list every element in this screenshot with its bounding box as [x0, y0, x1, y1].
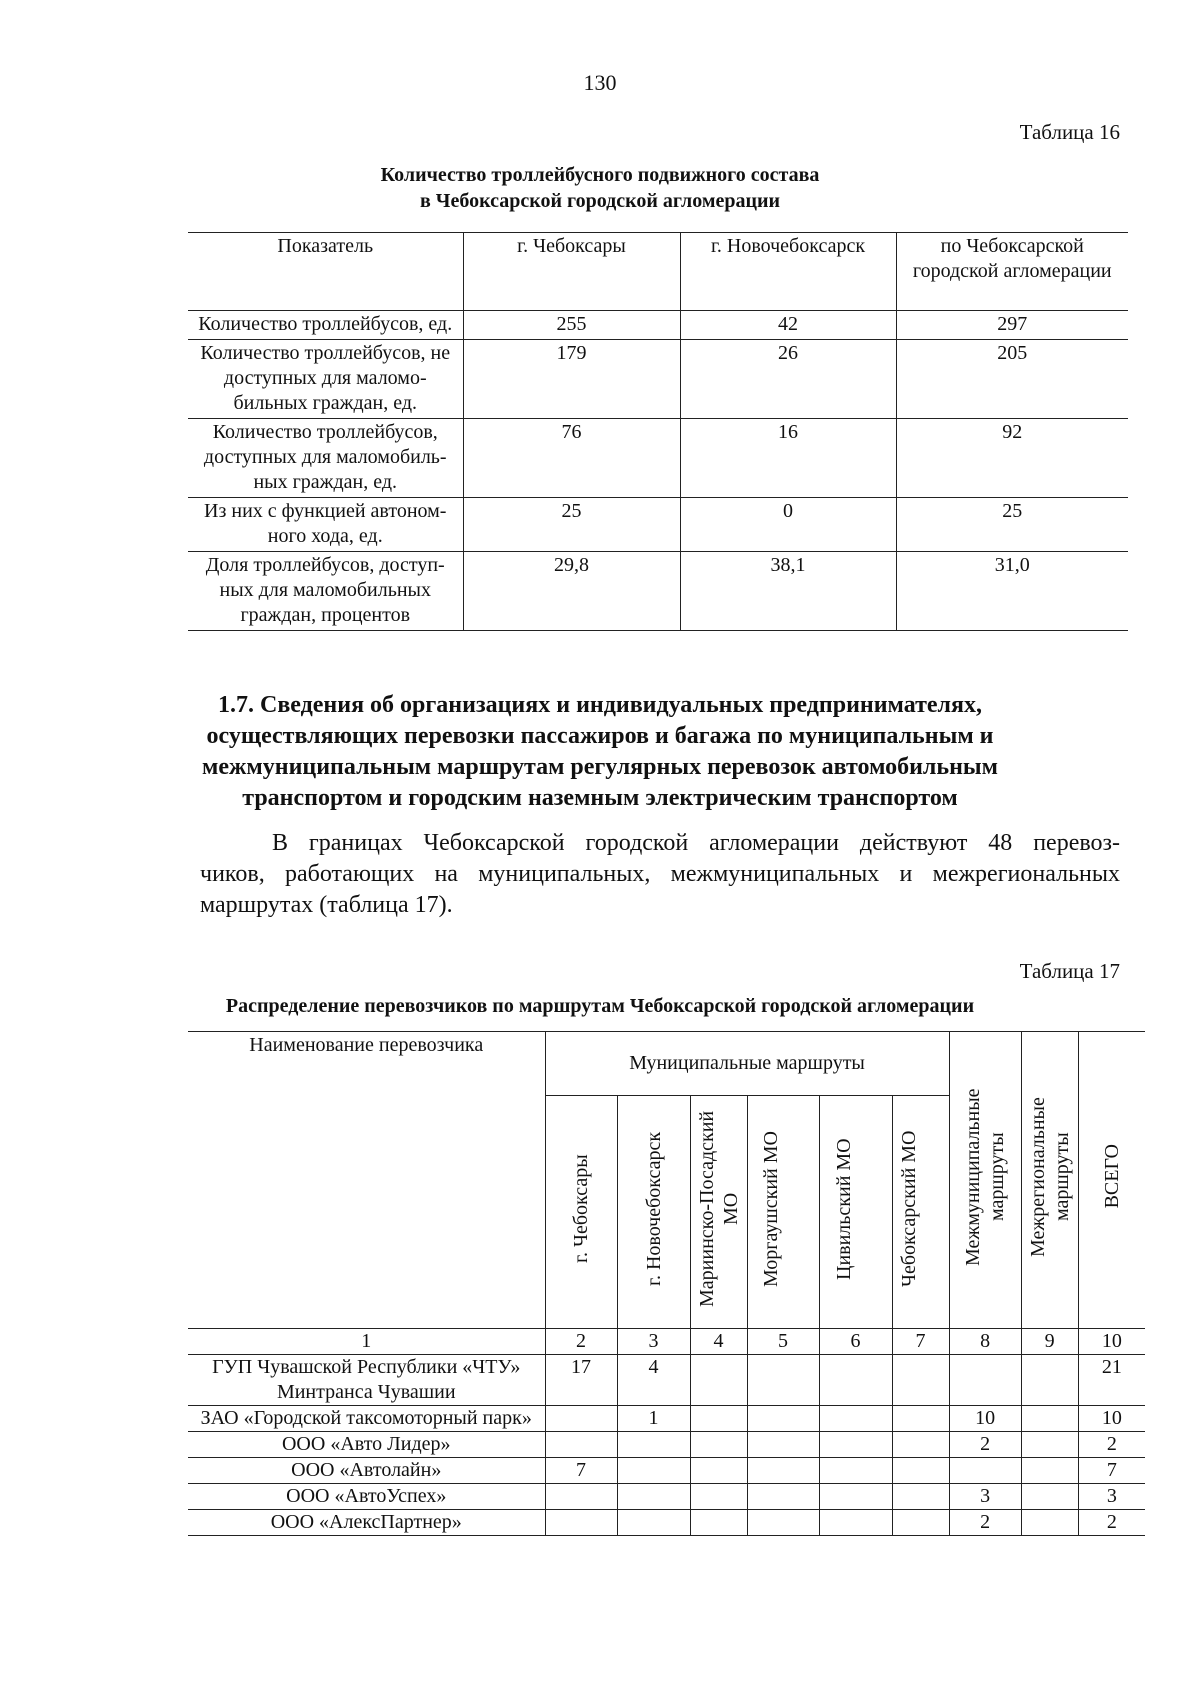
- table16-cell: 179: [463, 340, 680, 419]
- table16-header-novocheboksarsk: г. Новочебоксарск: [680, 233, 896, 311]
- table17-cell: [747, 1458, 819, 1484]
- table17-cell: [617, 1510, 690, 1536]
- table17-cell: [892, 1355, 949, 1406]
- table16-header-agglomeration: по Чебоксарской городской агломерации: [896, 233, 1128, 311]
- table16-cell: 255: [463, 311, 680, 340]
- table17-header-novocheboksarsk-label: г. Новочебоксарск: [642, 1131, 665, 1286]
- table17-cell: [747, 1432, 819, 1458]
- table17-column-number: 1: [188, 1329, 545, 1355]
- table17-header-morgaushsky: [747, 1096, 819, 1329]
- table17-carrier-name: ООО «АлексПартнер»: [188, 1510, 545, 1536]
- table16-row-label: Из них с функцией автоном-ного хода, ед.: [188, 498, 463, 552]
- table17-column-number: 8: [949, 1329, 1021, 1355]
- table16-title-line: Количество троллейбусного подвижного состава: [380, 164, 820, 186]
- table16-row: [188, 498, 1128, 552]
- table17-row: [188, 1458, 1145, 1484]
- table16-row-label: Количество троллейбусов, ед.: [188, 311, 463, 340]
- table17-column-number: 4: [690, 1329, 747, 1355]
- table17-header-row: [188, 1032, 1145, 1096]
- table17-cell: [819, 1355, 892, 1406]
- table17-header-mariinsko-posadsky-label: Мариинско-Посадский МО: [695, 1110, 742, 1307]
- table16-cell: 38,1: [680, 552, 896, 631]
- table17-header-mariinsko-posadsky: [690, 1096, 747, 1329]
- table17-header-carrier: Наименование перевозчика: [188, 1032, 545, 1329]
- table17-cell: [819, 1406, 892, 1432]
- table16-row: [188, 419, 1128, 498]
- table16-caption: Таблица 16: [1019, 120, 1120, 144]
- table16-cell: 16: [680, 419, 896, 498]
- table16-row: [188, 552, 1128, 631]
- table17-cell: 2: [949, 1432, 1021, 1458]
- table17-cell: [819, 1484, 892, 1510]
- table17-cell: [747, 1355, 819, 1406]
- table17-cell: [617, 1484, 690, 1510]
- table17-header-municipal: Муниципальные маршруты: [545, 1032, 949, 1096]
- table16: [188, 232, 1128, 631]
- table16-cell: 42: [680, 311, 896, 340]
- table16-cell: 205: [896, 340, 1128, 419]
- table16-cell: 0: [680, 498, 896, 552]
- table17-cell: [819, 1510, 892, 1536]
- table16-cell: 25: [896, 498, 1128, 552]
- table17-cell: 3: [949, 1484, 1021, 1510]
- paragraph-line: маршрутах (таблица 17).: [200, 892, 453, 918]
- table17-header-cheboksary-label: г. Чебоксары: [570, 1154, 592, 1263]
- table17-row: [188, 1432, 1145, 1458]
- table17-cell: [690, 1510, 747, 1536]
- table17-cell: [892, 1458, 949, 1484]
- table17: [188, 1031, 1145, 1536]
- table17-cell: [690, 1432, 747, 1458]
- table17-header-tsivilsky-label: Цивильский МО: [832, 1137, 855, 1280]
- table17-cell: [1021, 1355, 1078, 1406]
- table16-row-label: Доля троллейбусов, доступ-ных для маломобильных граждан, процентов: [188, 552, 463, 631]
- page-number: 130: [583, 70, 617, 95]
- table17-column-number: 7: [892, 1329, 949, 1355]
- table17-cell: [1021, 1406, 1078, 1432]
- section-paragraph: [200, 828, 1120, 921]
- table17-cell: [747, 1510, 819, 1536]
- table17-cell: [892, 1432, 949, 1458]
- table16-cell: 25: [463, 498, 680, 552]
- table17-cell: [949, 1355, 1021, 1406]
- table16-cell: 31,0: [896, 552, 1128, 631]
- table17-cell: [1021, 1458, 1078, 1484]
- table17-column-number: 10: [1078, 1329, 1145, 1355]
- table17-cell: [747, 1406, 819, 1432]
- table17-cell: [819, 1432, 892, 1458]
- table16-row: [188, 340, 1128, 419]
- table17-carrier-name: ООО «Авто Лидер»: [188, 1432, 545, 1458]
- table16-header-row: [188, 233, 1128, 311]
- table17-row: [188, 1355, 1145, 1406]
- table17-cell: [545, 1510, 617, 1536]
- table17-cell: [1021, 1432, 1078, 1458]
- table16-title: [0, 162, 1200, 214]
- table16-title-line: в Чебоксарской городской агломерации: [419, 190, 781, 212]
- table16-cell: 26: [680, 340, 896, 419]
- paragraph-line: чиков, работающих на муниципальных, межмуниципальных и межрегиональных: [200, 861, 1120, 887]
- table17-cell: [1021, 1484, 1078, 1510]
- table16-cell: 76: [463, 419, 680, 498]
- table17-cell: [892, 1484, 949, 1510]
- section-heading: 1.7. Сведения об организациях и индивидуальных предпринимателях, осуществляющих перевозки пассажиров и багажа по муниципальным и межмуниципальным маршрутам регулярных перевозок автомобильным транспортом и городским наземным электрическим транспортом: [201, 692, 998, 811]
- table17-cell: [819, 1458, 892, 1484]
- table17-row: [188, 1406, 1145, 1432]
- table17-cell: [690, 1484, 747, 1510]
- table17-column-number: 9: [1021, 1329, 1078, 1355]
- table17-header-interregional: [1021, 1032, 1078, 1329]
- table17-column-numbers-row: [188, 1329, 1145, 1355]
- table17-column-number: 3: [617, 1329, 690, 1355]
- table17-row: [188, 1510, 1145, 1536]
- table17-cell: 21: [1078, 1355, 1145, 1406]
- table16-row: [188, 311, 1128, 340]
- table17-cell: 1: [617, 1406, 690, 1432]
- table17-cell: [747, 1484, 819, 1510]
- table17-cell: [892, 1406, 949, 1432]
- table16-row-label: Количество троллейбусов, доступных для маломобиль-ных граждан, ед.: [188, 419, 463, 498]
- table17-cell: 10: [1078, 1406, 1145, 1432]
- table16-row-label: Количество троллейбусов, не доступных для маломо-бильных граждан, ед.: [188, 340, 463, 419]
- table17-carrier-name: ООО «Автолайн»: [188, 1458, 545, 1484]
- table17-cell: [690, 1458, 747, 1484]
- table17-cell: [892, 1510, 949, 1536]
- table17-cell: [617, 1432, 690, 1458]
- table17-cell: 10: [949, 1406, 1021, 1432]
- table17-cell: [545, 1406, 617, 1432]
- table17-carrier-name: ООО «АвтоУспех»: [188, 1484, 545, 1510]
- table17-cell: 2: [949, 1510, 1021, 1536]
- table17-column-number: 5: [747, 1329, 819, 1355]
- table17-header-cheboksarsky: [892, 1096, 949, 1329]
- paragraph-line: В границах Чебоксарской городской агломерации действуют 48 перевоз-: [272, 830, 1120, 856]
- table17-column-number: 6: [819, 1329, 892, 1355]
- table17-cell: [545, 1484, 617, 1510]
- table17-cell: 17: [545, 1355, 617, 1406]
- table17-header-interregional-label: Межрегиональные маршруты: [1026, 1096, 1073, 1257]
- table17-caption: Таблица 17: [1019, 959, 1120, 983]
- table17-cell: 4: [617, 1355, 690, 1406]
- table17-column-number: 2: [545, 1329, 617, 1355]
- table16-cell: 29,8: [463, 552, 680, 631]
- table16-header-indicator: Показатель: [188, 233, 463, 311]
- table17-cell: [949, 1458, 1021, 1484]
- table17-cell: [617, 1458, 690, 1484]
- table16-cell: 92: [896, 419, 1128, 498]
- table17-cell: [545, 1432, 617, 1458]
- table17-header-intermunicipal-label: Межмуниципальные маршруты: [962, 1087, 1009, 1266]
- table17-title: Распределение перевозчиков по маршрутам Чебоксарской городской агломерации: [225, 995, 975, 1017]
- table17-cell: 7: [1078, 1458, 1145, 1484]
- table17-cell: 3: [1078, 1484, 1145, 1510]
- table17-header-morgaushsky-label: Моргаушский МО: [760, 1130, 782, 1287]
- table17-cell: 2: [1078, 1432, 1145, 1458]
- table17-header-tsivilsky: [819, 1096, 892, 1329]
- table17-cell: [690, 1406, 747, 1432]
- table17-carrier-name: ЗАО «Городской таксомоторный парк»: [188, 1406, 545, 1432]
- table17-cell: 2: [1078, 1510, 1145, 1536]
- table17-carrier-name: ГУП Чувашской Республики «ЧТУ» Минтранса Чувашии: [188, 1355, 545, 1406]
- table17-header-novocheboksarsk: [617, 1096, 690, 1329]
- table17-header-total: [1078, 1032, 1145, 1329]
- table17-cell: [690, 1355, 747, 1406]
- table16-cell: 297: [896, 311, 1128, 340]
- table16-header-cheboksary: г. Чебоксары: [463, 233, 680, 311]
- table17-header-intermunicipal: [949, 1032, 1021, 1329]
- table17-row: [188, 1484, 1145, 1510]
- table17-cell: [1021, 1510, 1078, 1536]
- table17-header-cheboksary: [545, 1096, 617, 1329]
- table17-header-total-label: ВСЕГО: [1100, 1144, 1123, 1209]
- table17-header-cheboksarsky-label: Чебоксарский МО: [897, 1130, 920, 1287]
- table17-cell: 7: [545, 1458, 617, 1484]
